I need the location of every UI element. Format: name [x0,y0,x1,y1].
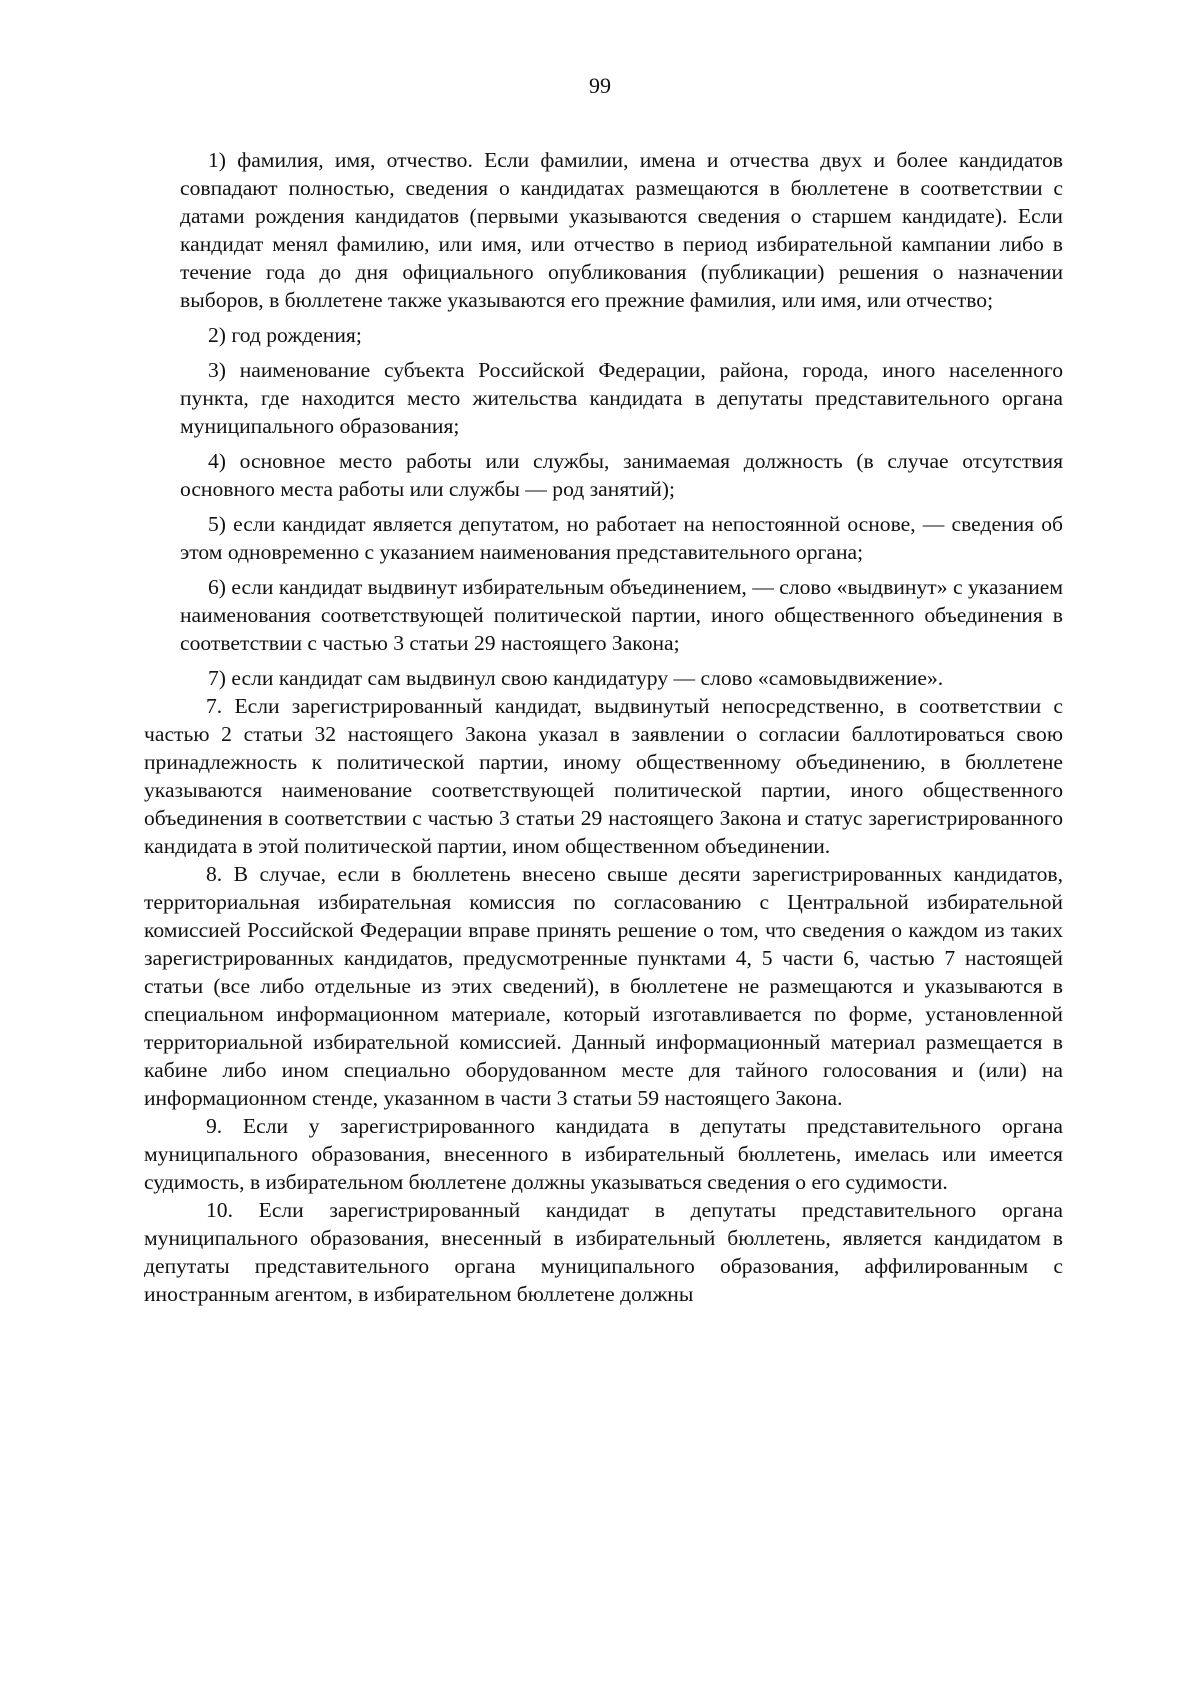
subitem-6: 6) если кандидат выдвинут избирательным объединением, — слово «выдвинут» с указанием наименования соответствующей политической партии, иного общественного объединения в соответствии с частью 3 статьи 29 настоящего Закона; [180,575,1063,655]
subitem-list [144,146,1063,692]
document-body [144,146,1063,1308]
paragraph-10: 10. Если зарегистрированный кандидат в депутаты представительного органа муниципального образования, внесенный в избирательный бюллетень, является кандидатом в депутаты представительного органа муниципального образования, аффилированным с иностранным агентом, в избирательном бюллетене должны [144,1198,1063,1306]
subitem-1: 1) фамилия, имя, отчество. Если фамилии, имена и отчества двух и более кандидатов совпадают полностью, сведения о кандидатах размещаются в бюллетене в соответствии с датами рождения кандидатов (первыми указываются сведения о старшем кандидате). Если кандидат менял фамилию, или имя, или отчество в период избирательной кампании либо в течение года до дня официального опубликования (публикации) решения о назначении выборов, в бюллетене также указываются его прежние фамилия, или имя, или отчество; [180,148,1063,312]
paragraph-7: 7. Если зарегистрированный кандидат, выдвинутый непосредственно, в соответствии с частью 2 статьи 32 настоящего Закона указал в заявлении о согласии баллотироваться свою принадлежность к политической партии, иному общественному объединению, в бюллетене указываются наименование соответствующей политической партии, иного общественного объединения в соответствии с частью 3 статьи 29 настоящего Закона и статус зарегистрированного кандидата в этой политической партии, ином общественном объединении. [144,694,1063,858]
paragraph-9: 9. Если у зарегистрированного кандидата в депутаты представительного органа муниципального образования, внесенного в избирательный бюллетень, имелась или имеется судимость, в избирательном бюллетене должны указываться сведения о его судимости. [144,1114,1063,1194]
paragraph-8: 8. В случае, если в бюллетень внесено свыше десяти зарегистрированных кандидатов, территориальная избирательная комиссия по согласованию с Центральной избирательной комиссией Российской Федерации вправе принять решение о том, что сведения о каждом из таких зарегистрированных кандидатов, предусмотренные пунктами 4, 5 части 6, частью 7 настоящей статьи (все либо отдельные из этих сведений), в бюллетене не размещаются и указываются в специальном информационном материале, который изготавливается по форме, установленной территориальной избирательной комиссией. Данный информационный материал размещается в кабине либо ином специально оборудованном месте для тайного голосования и (или) на информационном стенде, указанном в части 3 статьи 59 настоящего Закона. [144,862,1063,1110]
subitem-3: 3) наименование субъекта Российской Федерации, района, города, иного населенного пункта, где находится место жительства кандидата в депутаты представительного органа муниципального образования; [180,358,1063,438]
subitem-5: 5) если кандидат является депутатом, но работает на непостоянной основе, — сведения об этом одновременно с указанием наименования представительного органа; [180,512,1063,564]
page-number: 99 [589,73,611,98]
subitem-4: 4) основное место работы или службы, занимаемая должность (в случае отсутствия основного места работы или службы — род занятий); [180,449,1063,501]
subitem-7: 7) если кандидат сам выдвинул свою кандидатуру — слово «самовыдвижение». [208,666,944,690]
subitem-2: 2) год рождения; [208,323,362,347]
